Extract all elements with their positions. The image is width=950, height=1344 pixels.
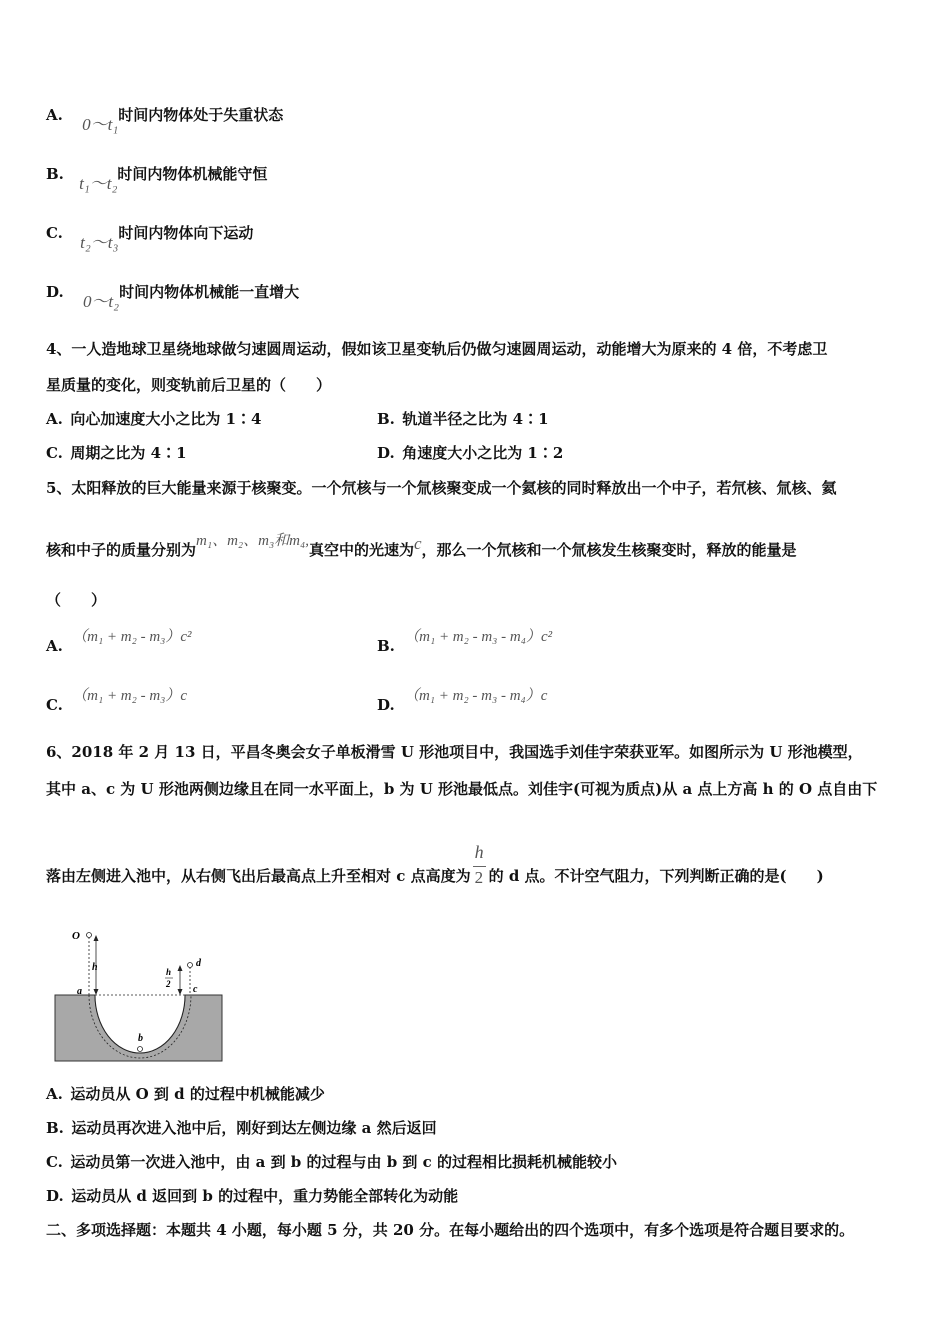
q4-option-b: B. 轨道半径之比为 4∶1	[377, 410, 549, 428]
q3-b-math: t₁～t₂	[79, 174, 118, 193]
q5-option-d: D. （m₁ + m₂ - m₃ - m₄）c	[377, 688, 548, 714]
q6-fraction: $\frac{h}{2}$	[474, 842, 484, 887]
point-b-marker	[138, 1047, 143, 1052]
label-o: O	[72, 930, 80, 942]
h2-arrowhead-top	[178, 965, 183, 971]
q4-option-c: C. 周期之比为 4∶1	[46, 444, 187, 462]
label-d: d	[196, 958, 201, 969]
q5-b-math: （m₁ + m₂ - m₃ - m₄）c²	[404, 629, 553, 645]
q6-stem-line1: 6、2018 年 2 月 13 日，平昌冬奥会女子单板滑雪 U 形池项目中，我国选手刘佳宇荣获亚军。如图所示为 U 形池模型，	[46, 743, 863, 761]
q3-option-b: B. t₁～t₂时间内物体机械能守恒	[46, 165, 268, 193]
q6-option-a: A. 运动员从 O 到 d 的过程中机械能减少	[46, 1085, 325, 1103]
label-b: b	[138, 1033, 143, 1044]
q5-option-a: A. （m₁ + m₂ - m₃）c²	[46, 629, 192, 655]
q4-stem-line1: 4、一人造地球卫星绕地球做匀速圆周运动，假如该卫星变轨后仍做匀速圆周运动，动能增大为原来的 4 倍，不考虑卫	[46, 340, 828, 358]
label-h2-den: 2	[166, 979, 171, 989]
q6-option-b: B. 运动员再次进入池中后，刚好到达左侧边缘 a 然后返回	[46, 1119, 437, 1137]
q6-stem-line3: 落由左侧进入池中，从右侧飞出后最高点上升至相对 c 点高度为 $\frac{h}{2}$ 的 d 点。不计空气阻力，下列判断正确的是( )	[46, 842, 824, 887]
q3-d-math: 0～t₂	[82, 292, 120, 311]
q5-d-math: （m₁ + m₂ - m₃ - m₄）c	[403, 688, 548, 704]
q6-option-d: D. 运动员从 d 返回到 b 的过程中，重力势能全部转化为动能	[46, 1187, 459, 1205]
q5-option-c: C. （m₁ + m₂ - m₃）c	[46, 688, 188, 714]
q4-stem-line2: 星质量的变化，则变轨前后卫星的（ ）	[46, 376, 332, 394]
q5-stem-line1: 5、太阳释放的巨大能量来源于核聚变。一个氘核与一个氚核聚变成一个氦核的同时释放出一个中子，若氘核、氚核、氦	[46, 479, 837, 497]
q6-stem-line2: 其中 a、c 为 U 形池两侧边缘且在同一水平面上，b 为 U 形池最低点。刘佳宇(可视为质点)从 a 点上方高 h 的 O 点自由下	[46, 780, 878, 798]
point-o-marker	[87, 933, 92, 938]
q5-a-math: （m₁ + m₂ - m₃）c²	[72, 629, 192, 645]
q4-option-d: D. 角速度大小之比为 1∶2	[377, 444, 564, 462]
q3-c-math: t₂～t₃	[80, 233, 119, 252]
q5-c-math: （m₁ + m₂ - m₃）c	[72, 688, 188, 704]
h-arrowhead-top	[94, 935, 99, 941]
label-c: c	[193, 984, 198, 995]
u-pool-figure	[52, 925, 227, 1065]
q3-a-math: 0～t₁	[82, 115, 119, 134]
q5-option-b: B. （m₁ + m₂ - m₃ - m₄）c²	[377, 629, 553, 655]
fraction-bar	[473, 866, 486, 867]
q5-stem-line3: （ ）	[46, 591, 107, 609]
h2-arrowhead-bottom	[178, 989, 183, 995]
q5-c-symbol: c	[413, 534, 422, 553]
q3-option-c: C. t₂～t₃时间内物体向下运动	[46, 224, 254, 252]
h-arrowhead-bottom	[94, 989, 99, 995]
q4-option-a: A. 向心加速度大小之比为 1∶4	[46, 410, 262, 428]
label-h: h	[92, 962, 98, 973]
q5-masses: m₁、m₂、m₃和m₄,	[196, 533, 309, 549]
section-2-heading: 二、多项选择题：本题共 4 小题，每小题 5 分，共 20 分。在每小题给出的四个选项中，有多个选项是符合题目要求的。	[46, 1221, 855, 1239]
label-a: a	[77, 986, 82, 997]
q6-option-c: C. 运动员第一次进入池中，由 a 到 b 的过程与由 b 到 c 的过程相比损耗机械能较小	[46, 1153, 618, 1171]
q5-stem-line2: 核和中子的质量分别为m₁、m₂、m₃和m₄,真空中的光速为c，那么一个氘核和一个氚核发生核聚变时，释放的能量是	[46, 533, 797, 559]
q3-option-d: D. 0～t₂时间内物体机械能一直增大	[46, 283, 300, 311]
q3-option-a: A. 0～t₁时间内物体处于失重状态	[46, 106, 284, 134]
label-h2-num: h	[166, 967, 172, 977]
point-d-marker	[188, 963, 193, 968]
